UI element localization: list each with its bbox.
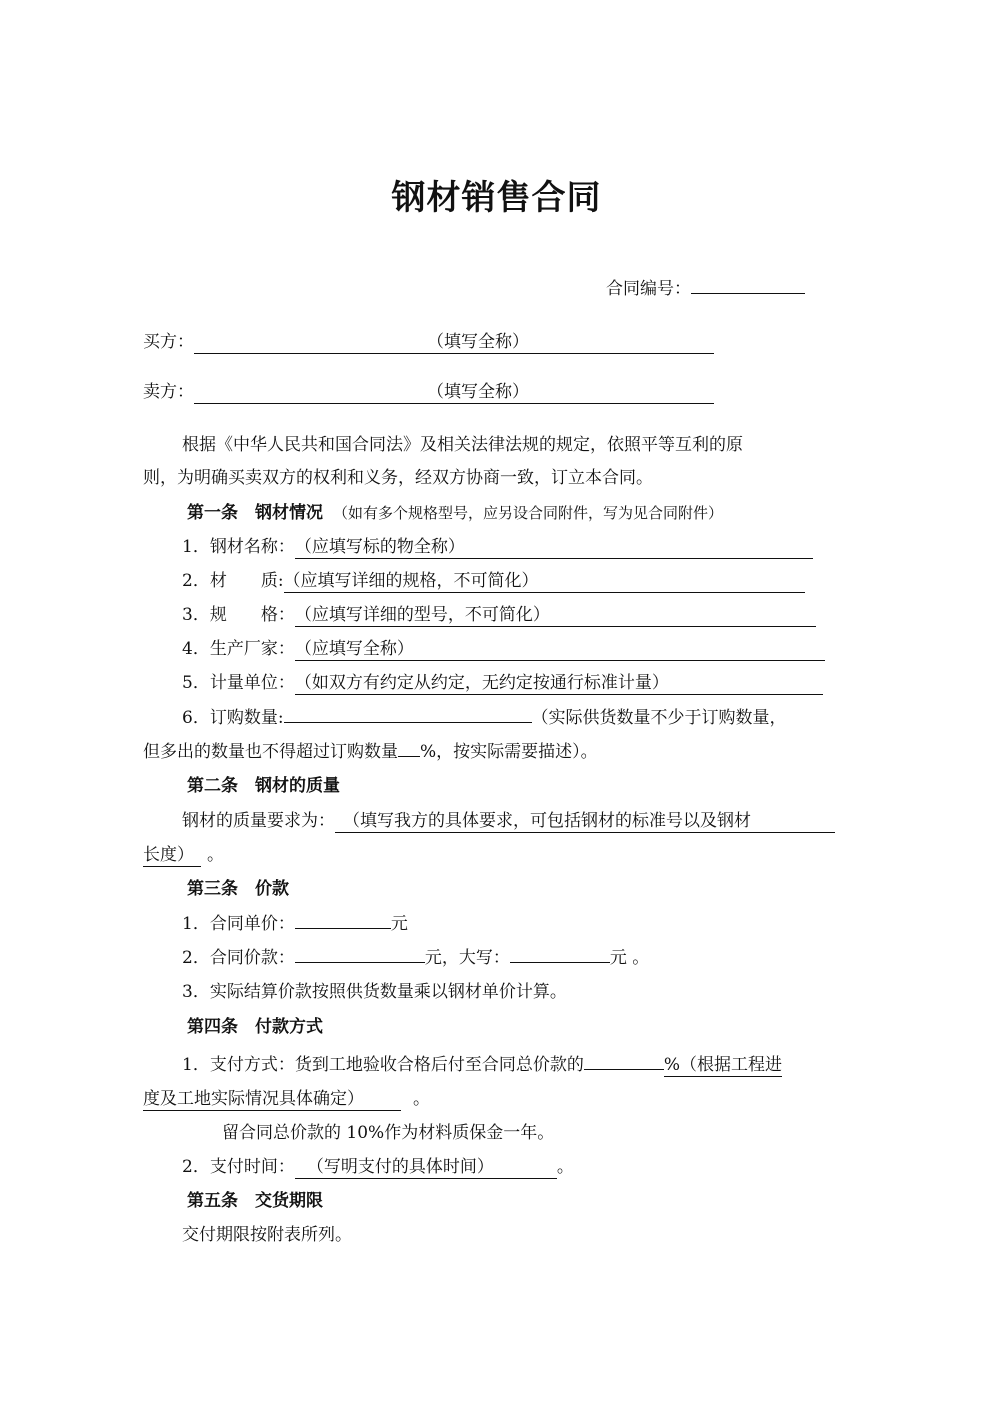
article-1-item-3 [182,600,816,627]
item-value[interactable]: （应填写标的物全称） [295,532,813,559]
unit-price-unit: 元 [390,914,408,934]
payment-time-end: 。 [556,1157,574,1177]
payment-end: 。 [413,1089,430,1109]
article-5-text: 交付期限按附表所列。 [182,1225,352,1245]
article-2-line-1 [182,806,835,833]
buyer-label: 买方： [143,332,194,352]
item-value[interactable]: （如双方有约定从约定，无约定按通行标准计量） [295,668,823,695]
contract-number-row [606,274,805,299]
item-6-text: 但多出的数量也不得超过订购数量 [143,742,398,762]
contract-number-label: 合同编号： [606,279,691,299]
quality-end: 。 [207,845,224,865]
seller-row [143,377,714,404]
contract-price-mid: 元，大写： [424,948,510,968]
contract-price-label: 2．合同价款： [182,948,295,968]
payment-note-cont: 度及工地实际情况具体确定） [143,1084,401,1111]
item-label: 5．计量单位： [182,673,295,693]
article-1-item-6 [182,703,787,728]
excess-percent-blank[interactable] [398,738,420,757]
seller-label: 卖方： [143,382,194,402]
retention-text: 留合同总价款的 10%作为材料质保金一年。 [222,1123,555,1143]
article-4-title: 第四条 付款方式 [187,1017,323,1037]
payment-percent-field[interactable] [584,1068,664,1070]
seller-field[interactable] [194,377,714,404]
item-6-tail: （实际供货数量不少于订购数量， [531,708,787,728]
article-1-item-5 [182,668,823,695]
item-6-text-end: %，按实际需要描述）。 [420,742,598,762]
article-2-line-2 [143,840,224,867]
item-label: 4．生产厂家： [182,639,295,659]
quality-value[interactable]: （填写我方的具体要求，可包括钢材的标准号以及钢材 [335,806,835,833]
article-1-note: （如有多个规格型号，应另设合同附件，写为见合同附件） [333,504,724,522]
article-3-item-2 [182,943,649,968]
article-1-heading [187,498,723,523]
item-value[interactable]: （应填写详细的型号，不可简化） [295,600,816,627]
article-1-item-1 [182,532,813,559]
payment-percent-note: %（根据工程进 [664,1050,782,1077]
article-5-title: 第五条 交货期限 [187,1191,323,1211]
article-1-item-2 [182,566,805,593]
article-1-item-4 [182,634,825,661]
payment-time-label: 2．支付时间： [182,1157,295,1177]
item-value[interactable]: （应填写全称） [295,634,825,661]
document-title: 钢材销售合同 [391,178,602,218]
contract-number-blank[interactable] [691,275,805,294]
contract-price-unit: 元 。 [609,948,650,968]
unit-price-blank[interactable] [295,910,391,929]
quality-label: 钢材的质量要求为： [182,811,335,831]
buyer-hint: （填写全称） [427,332,529,352]
article-4-item-1-line-2 [143,1084,430,1111]
unit-price-label: 1．合同单价： [182,914,295,934]
quality-value-cont[interactable]: 长度） [143,840,201,867]
article-4-item-1 [182,1050,782,1077]
payment-time-field[interactable]: （写明支付的具体时间） [295,1152,557,1179]
intro-line-2: 则，为明确买卖双方的权利和义务，经双方协商一致，订立本合同。 [143,468,653,488]
item-value[interactable]: （应填写详细的规格，不可简化） [284,566,805,593]
article-1-title: 第一条 钢材情况 [187,503,323,523]
order-quantity-blank[interactable] [284,704,532,723]
article-3-title: 第三条 价款 [187,879,289,899]
payment-method-text: 1．支付方式：货到工地验收合格后付至合同总价款的 [182,1055,584,1075]
article-3-item-3: 3．实际结算价款按照供货数量乘以钢材单价计算。 [182,982,567,1002]
item-label: 3．规 格： [182,605,295,625]
article-2-title: 第二条 钢材的质量 [187,776,340,796]
buyer-field[interactable] [194,327,714,354]
seller-hint: （填写全称） [427,382,529,402]
buyer-row [143,327,714,354]
contract-price-blank[interactable] [295,944,425,963]
contract-price-words-blank[interactable] [510,944,610,963]
article-1-item-6-line-2 [143,737,598,762]
article-3-item-1 [182,909,408,934]
item-6-label: 6．订购数量: [182,708,284,728]
intro-line-1: 根据《中华人民共和国合同法》及相关法律法规的规定，依照平等互利的原 [182,435,743,455]
item-label: 2．材 质: [182,571,284,591]
item-label: 1．钢材名称： [182,537,295,557]
article-4-item-2 [182,1152,574,1179]
